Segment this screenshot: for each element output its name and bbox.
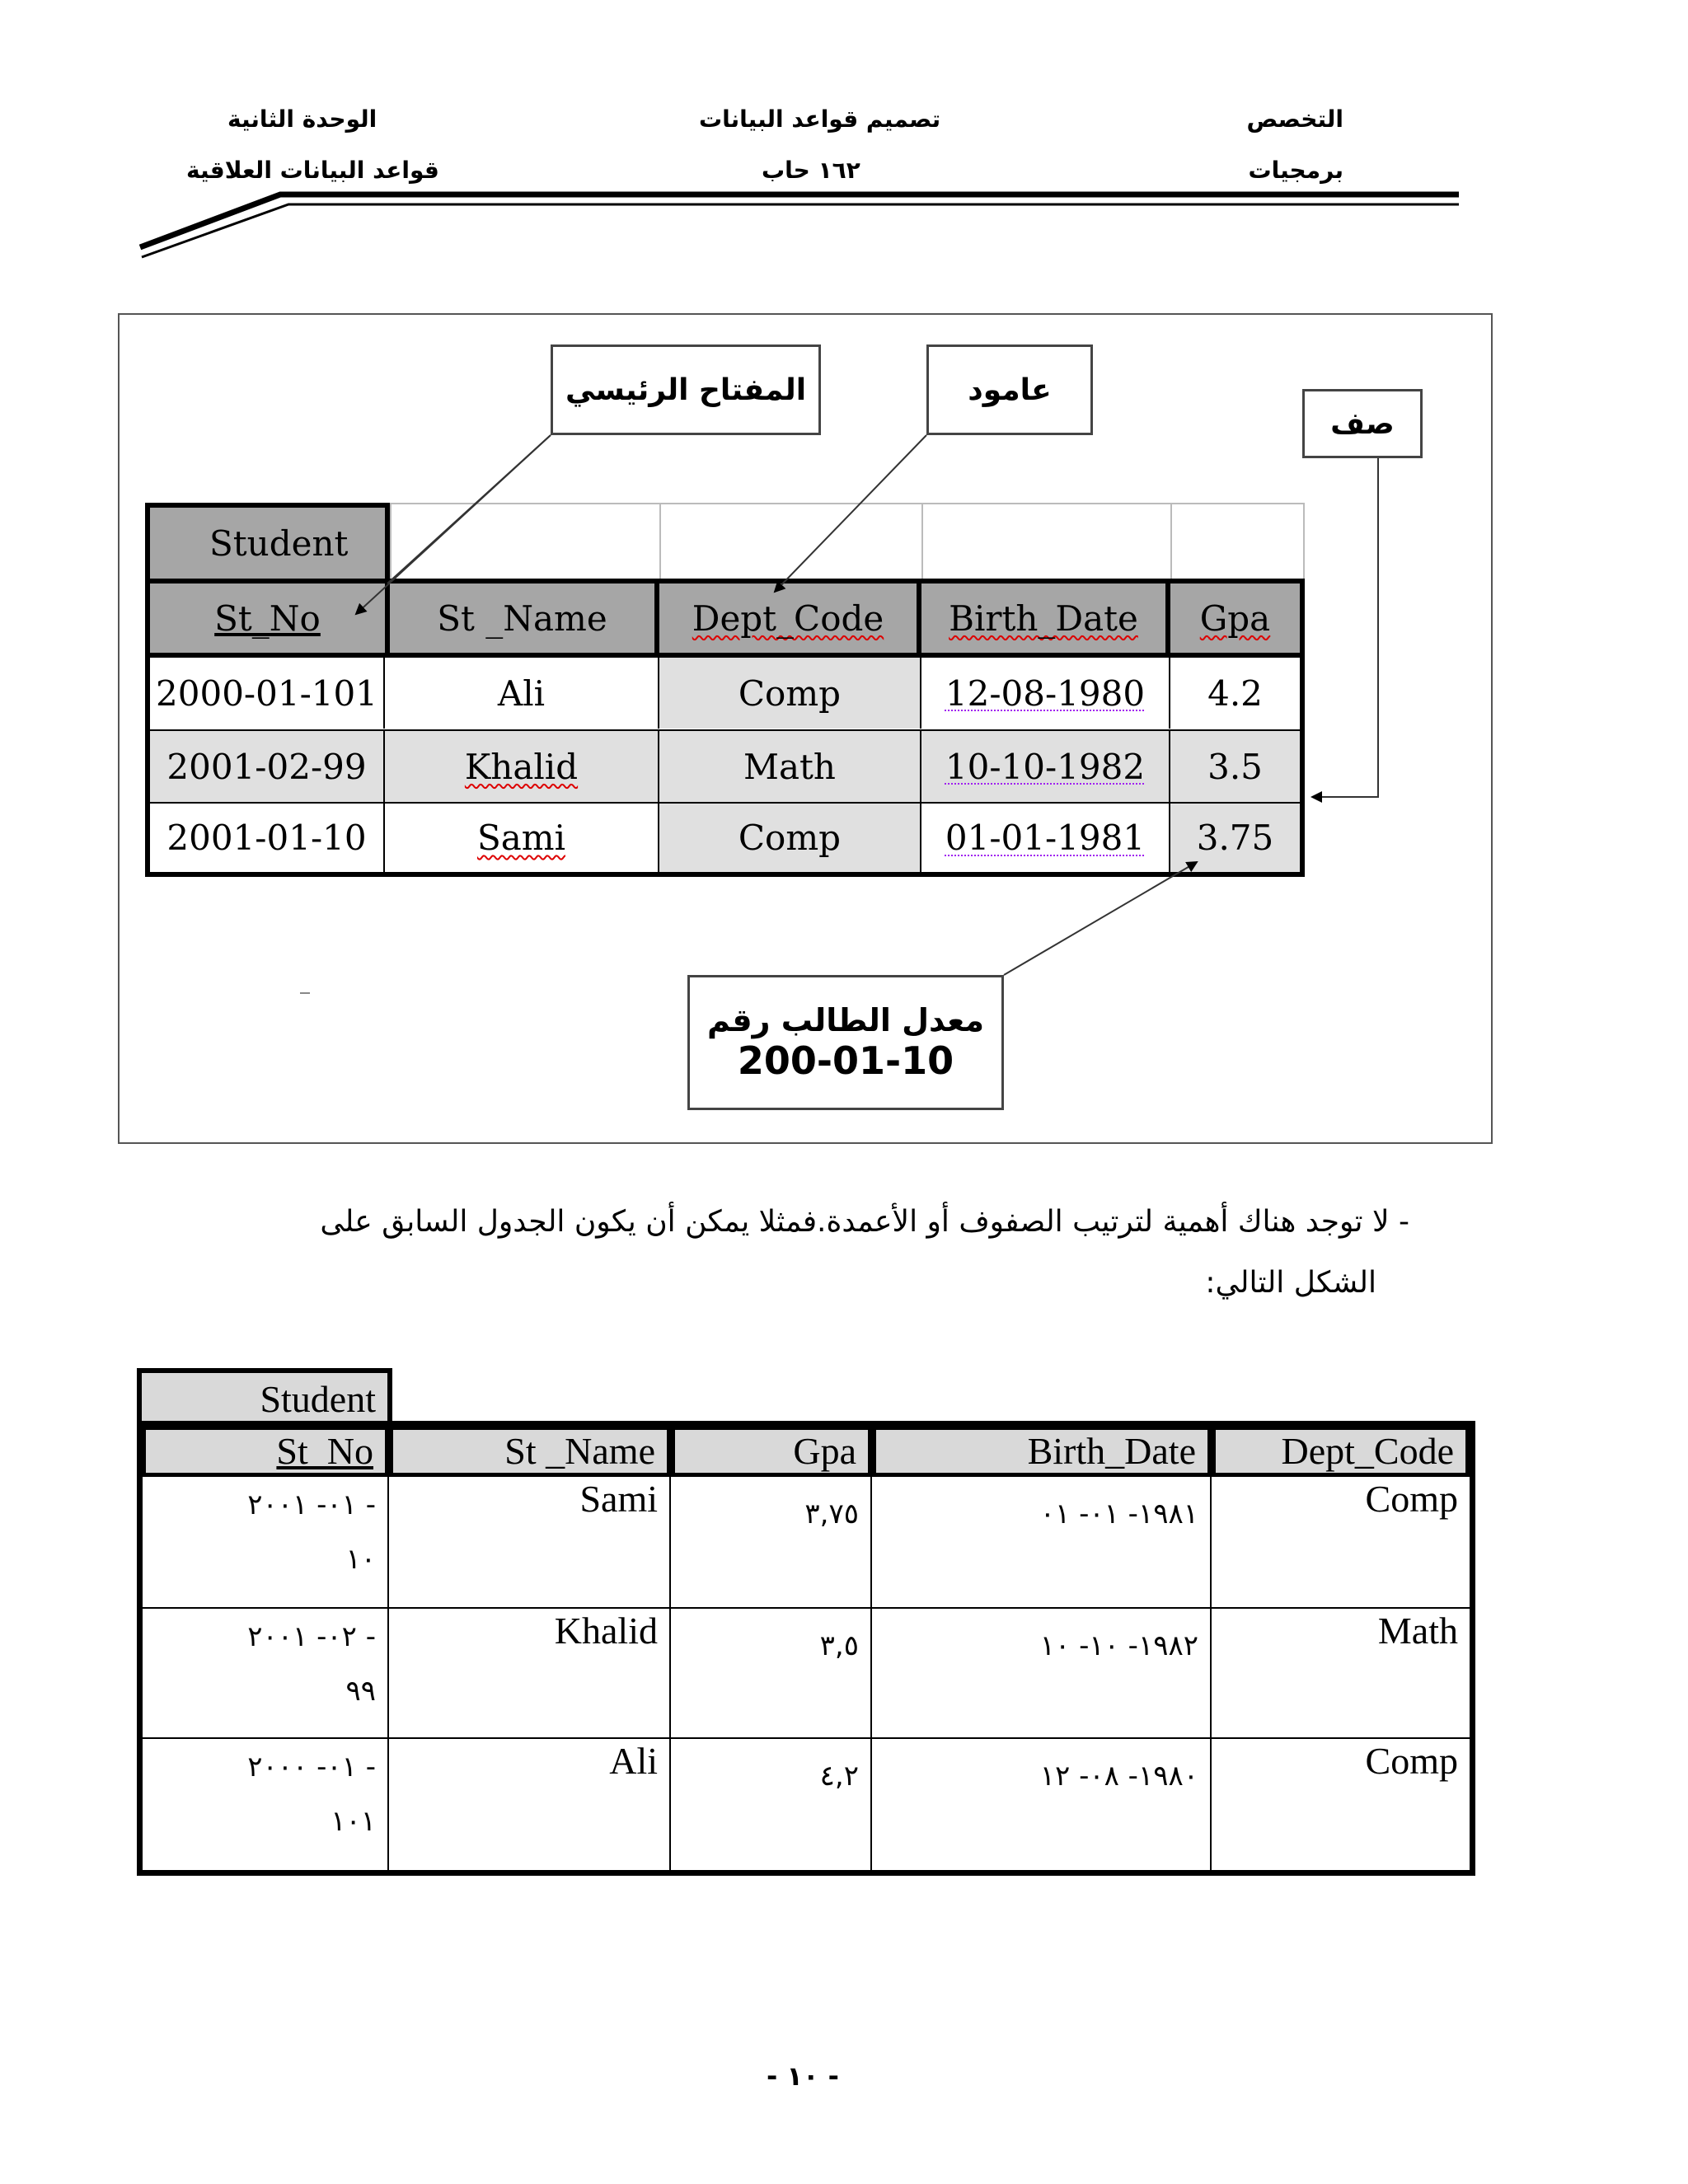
paragraph-line-2: الشكل التالي: [1205, 1266, 1376, 1300]
table2-header-st-no: St_No [142, 1426, 389, 1477]
figure-cell: Comp [659, 802, 921, 872]
table2-cell-name: Khalid [389, 1607, 671, 1737]
table2-header-dept-code: Dept_Code [1212, 1426, 1470, 1477]
table2-cell-name: Ali [389, 1737, 671, 1870]
header-course-code: ١٦٢ حاب [762, 157, 860, 184]
figure-header-dept-code: Dept_Code [654, 579, 921, 658]
figure-cell: 2001-02-99 [150, 729, 385, 802]
figure-cell: Math [659, 729, 921, 802]
callout-gpa-note-line1: معدل الطالب رقم [707, 1002, 984, 1038]
header-specialization-label: التخصص [1246, 105, 1343, 133]
page-number: - ١٠ - [767, 2060, 839, 2092]
table2-cell-birth: ١٩٨٢- ١٠- ١٠ [872, 1607, 1212, 1737]
figure-cell: 12-08-1980 [921, 658, 1170, 729]
figure-header-birth-date: Birth_Date [917, 579, 1170, 658]
figure-cell: 4.2 [1207, 673, 1263, 714]
figure-cell: 2001-01-10 [150, 802, 385, 872]
table2-cell-dept: Comp [1212, 1737, 1470, 1870]
figure-table-name: Student [145, 503, 390, 583]
figure-cell: Khalid [385, 729, 659, 802]
figure-header-st-no: St_No [145, 579, 390, 658]
table2-header-gpa: Gpa [671, 1426, 872, 1477]
callout-primary-key: المفتاح الرئيسي [551, 344, 821, 435]
table2-cell-st-no: - ٠١- ٢٠٠١ ١٠ [143, 1477, 389, 1607]
callout-gpa-note-line2: 200-01-10 [737, 1038, 954, 1083]
table2-cell-name: Sami [389, 1477, 671, 1607]
figure-cell: 3.5 [1170, 729, 1300, 802]
table2-cell-st-no: - ٠١- ٢٠٠٠ ١٠١ [143, 1737, 389, 1870]
callout-row: صف [1302, 389, 1423, 458]
table2-cell-st-no: - ٠٢- ٢٠٠١ ٩٩ [143, 1607, 389, 1737]
header-unit-label: الوحدة الثانية [227, 105, 377, 133]
table2-cell-gpa: ٣,٧٥ [671, 1477, 872, 1607]
figure-header-gpa: Gpa [1165, 579, 1305, 658]
header-course-title: تصميم قواعد البيانات [699, 105, 941, 133]
table2-cell-birth: ١٩٨٠- ٠٨- ١٢ [872, 1737, 1212, 1870]
header-specialization-value: برمجيات [1248, 157, 1343, 184]
figure-cell: 01-01-1981 [921, 802, 1170, 872]
table2-name: Student [137, 1368, 392, 1431]
figure-cell: Sami [385, 802, 659, 872]
figure-header-st-name: St _Name [385, 579, 659, 658]
table2-cell-birth: ١٩٨١- ٠١- ٠١ [872, 1477, 1212, 1607]
figure-cell: 3.75 [1170, 802, 1300, 872]
table2-cell-gpa: ٣,٥ [671, 1607, 872, 1737]
figure-cell: Comp [659, 658, 921, 729]
paragraph-line-1: - لا توجد هناك أهمية لترتيب الصفوف أو الأعمدة.فمثلا يمكن أن يكون الجدول السابق على [320, 1205, 1409, 1239]
table2-cell-dept: Comp [1365, 1478, 1458, 1520]
table2-header-st-name: St _Name [389, 1426, 671, 1477]
figure-cell: Ali [385, 658, 659, 729]
figure-cell: 2000-01-101 [150, 658, 385, 729]
figure-cell: 10-10-1982 [921, 729, 1170, 802]
header-unit-title: قواعد البيانات العلاقية [186, 157, 439, 184]
table2-cell-dept: Math [1212, 1607, 1470, 1737]
callout-column: عامود [926, 344, 1093, 435]
table2-cell-gpa: ٤,٢ [671, 1737, 872, 1870]
table2-header-birth-date: Birth_Date [872, 1426, 1212, 1477]
